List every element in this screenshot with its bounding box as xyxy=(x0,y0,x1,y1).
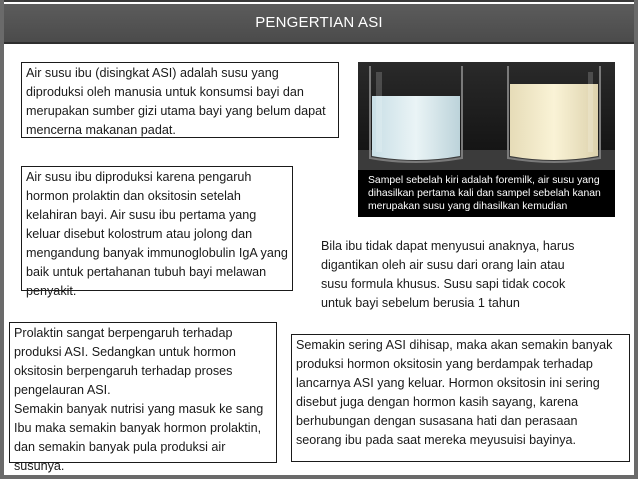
formula-milk-text: Bila ibu tidak dapat menyusui anaknya, harus digantikan oleh air susu dari orang lain atau susu formula khusus. Susu sapi tidak cocok untuk bayi sebelum berusia 1 tahun xyxy=(321,239,575,310)
slide-frame-left xyxy=(0,0,4,479)
asi-definition-text: Air susu ibu (disingkat ASI) adalah susu yang diproduksi oleh manusia untuk konsumsi bayi dan merupakan sumber gizi utama bayi yang belum dapat mencerna makanan padat. xyxy=(26,66,326,137)
prolactin-text-1: Prolaktin sangat berpengaruh terhadap produksi ASI. Sedangkan untuk hormon oksitosin berpengaruh terhadap proses pengelauran ASI. xyxy=(14,326,236,397)
prolactin-text-2: Semakin banyak nutrisi yang masuk ke sang Ibu maka semakin banyak hormon prolaktin, dan semakin banyak pula produksi air susunya. xyxy=(14,402,264,473)
prolactin-box xyxy=(9,322,277,473)
asi-production-text: Air susu ibu diproduksi karena pengaruh hormon prolaktin dan oksitosin setelah kelahiran bayi. Air susu ibu pertama yang keluar disebut kolostrum atau jolong dan mengandung banyak immunoglobulin IgA yang baik untuk pertahanan tubuh bayi melawan penyakit. xyxy=(26,170,288,298)
asi-production-box xyxy=(21,166,293,298)
slide-frame-right xyxy=(634,0,638,479)
asi-definition-box xyxy=(21,62,339,138)
photo-caption xyxy=(358,170,615,217)
milk-glasses-illustration xyxy=(358,62,615,170)
slide-title: PENGERTIAN ASI xyxy=(4,4,634,44)
oxytocin-text: Semakin sering ASI dihisap, maka akan semakin banyak produksi hormon oksitosin yang berdampak terhadap lancarnya ASI yang keluar. Hormon oksitosin ini sering disebut juga dengan hormon kasih sayang, karena berhubungan dengan susasana hati dan perasaan seorang ibu pada saat mereka meyusuisi bayinya. xyxy=(296,338,613,447)
oxytocin-box xyxy=(291,334,630,462)
photo-caption-text: Sampel sebelah kiri adalah foremilk, air susu yang dihasilkan pertama kali dan sampel sebelah kanan merupakan susu yang dihasilkan kemudian xyxy=(368,175,601,212)
formula-milk-box xyxy=(316,234,590,324)
slide-top-border xyxy=(0,0,638,2)
milk-samples-photo xyxy=(358,62,615,170)
